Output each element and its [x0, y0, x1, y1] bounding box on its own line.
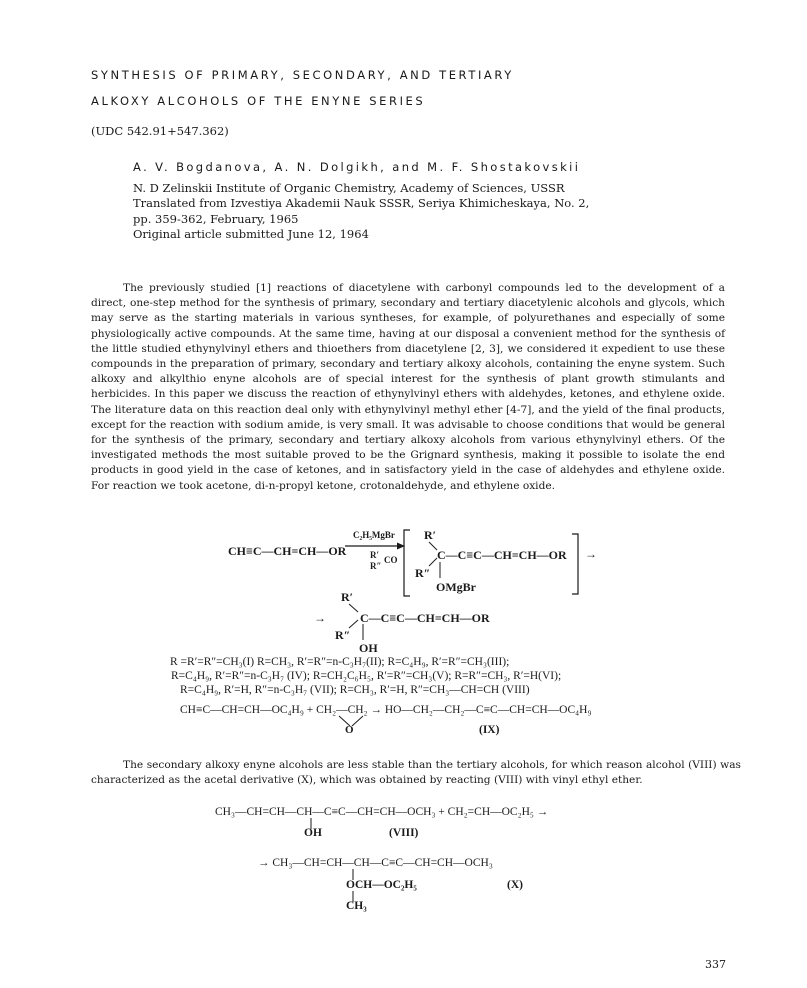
paragraph-text: The previously studied [1] reactions of diacetylene with carbonyl compounds led to the development of a direct, one-step method for the synthesis of primary, secondary and tertiary diacetylenic alcohols and glycols, which may serve as the starting materials in various syntheses, for example, of polyurethanes and especially of some physiologically active compounds. At the same time, having at our disposal a convenient method for the synthesis of the little studied ethynylvinyl ethers and thioethers from diacetylene [2, 3], we considered it expedient to use these compounds in the preparation of primary, secondary and tertiary alkoxy alcohols, containing the enyne system. Such alkoxy and alkylthio enyne alcohols are of special interest for the synthesis of plant growth stimulants and herbicides. In this paper we discuss the reaction of ethynylvinyl ethers with aldehydes, ketones, and ethylene oxide. The literature data on this reaction deal only with ethynylvinyl methyl ether [4-7], and the yield of the final products, except for the reaction with sodium amide, is very small. It was advisable to choose conditions that would be general for the synthesis of the primary, secondary and tertiary alkoxy alcohols from various ethynylvinyl ethers. Of the investigated methods the most suitable proved to be the Grignard synthesis, making it possible to isolate the end products in good yield in the case of ketones, and in satisfactory yield in the case of aldehydes and ethylene oxide. For reaction we took acetone, di-n-propyl ketone, crotonaldehyde, and ethylene oxide.	[91, 282, 725, 492]
title-line-2: ALKOXY ALCOHOLS OF THE ENYNE SERIES	[91, 94, 426, 108]
compound-label-ix: (IX)	[479, 724, 500, 736]
affiliation-line: N. D Zelinskii Institute of Organic Chemistry, Academy of Sciences, USSR	[133, 181, 565, 195]
intermediate-r2: R″	[415, 566, 431, 580]
product-arrow: →	[314, 611, 326, 625]
intermediate-omgbr: OMgBr	[436, 580, 476, 594]
acetal-reactants: CH₃—CH=CH—CH—C≡C—CH=CH—OCH₃ + CH₂=CH—OC₂H₅ →	[215, 806, 549, 818]
intermediate-r1: R′	[424, 528, 437, 542]
epoxide-oxygen: O	[345, 724, 354, 736]
compound-label-viii: (VIII)	[389, 827, 419, 839]
page-number: 337	[705, 958, 726, 971]
reactant-oh: OH	[304, 827, 322, 839]
product-och: OCH—OC₂H₅	[346, 879, 417, 891]
arrow-to-product: →	[585, 547, 597, 561]
udc-code: (UDC 542.91+547.362)	[91, 124, 229, 138]
intermediate-bonds	[425, 540, 465, 584]
grignard-reagent: C₂H₅MgBr	[353, 530, 395, 540]
authors: A. V. Bogdanova, A. N. Dolgikh, and M. F. Shostakovskii	[133, 160, 581, 174]
substituent-line: R =R′=R″=CH₃(I) R=CH₃, R′=R″=n-C₃H₇(II); R=C₄H₉, R′=R″=CH₃(III);	[170, 656, 510, 668]
ketone-r1: R′	[370, 550, 380, 560]
substituent-line: R=C₄H₉, R′=R″=n-C₃H₇ (IV); R=CH₂C₆H₅, R′=R″=CH₃(V); R=R″=CH₃, R′=H(VI);	[171, 670, 562, 682]
compound-label-x: (X)	[507, 879, 523, 891]
ketone-r2: R″	[370, 561, 382, 571]
product-r1: R′	[341, 590, 354, 604]
product-r2: R″	[335, 628, 351, 642]
substituent-line: R=C₄H₉, R′=H, R″=n-C₃H₇ (VII); R=CH₃, R′=H, R″=CH₃—CH=CH (VIII)	[180, 684, 530, 696]
product-bonds	[346, 602, 386, 646]
ethylene-oxide-equation: CH≡C—CH=CH—OC₄H₉ + CH₂—CH₂ → HO—CH₂—CH₂—C≡C—CH=CH—OC₄H₉	[180, 704, 592, 716]
affiliation-line: pp. 359-362, February, 1965	[133, 211, 299, 226]
affiliation-line: Translated from Izvestiya Akademii Nauk SSSR, Seriya Khimicheskaya, No. 2,	[133, 196, 590, 211]
affiliation-line: Original article submitted June 12, 1964	[133, 227, 369, 242]
product-chain: C—C≡C—CH=CH—OR	[360, 611, 490, 625]
title-line-1: SYNTHESIS OF PRIMARY, SECONDARY, AND TERTIARY	[91, 68, 514, 82]
body-paragraph-2	[91, 758, 741, 788]
affiliation-block	[133, 181, 589, 243]
ketone-co: CO	[384, 555, 398, 565]
product-ch3: CH₃	[346, 900, 367, 912]
acetal-product: → CH₃—CH=CH—CH—C≡C—CH=CH—OCH₃	[258, 857, 493, 869]
body-paragraph-1	[91, 281, 725, 494]
intermediate-chain: C—C≡C—CH=CH—OR	[437, 548, 567, 562]
product-oh: OH	[359, 641, 378, 655]
start-compound: CH≡C—CH=CH—OR	[228, 544, 347, 558]
paragraph-text: The secondary alkoxy enyne alcohols are less stable than the tertiary alcohols, for which reason alcohol (VIII) was characterized as the acetal derivative (X), which was obtained by reacting (VIII) with vinyl ethyl ether.	[91, 759, 741, 787]
